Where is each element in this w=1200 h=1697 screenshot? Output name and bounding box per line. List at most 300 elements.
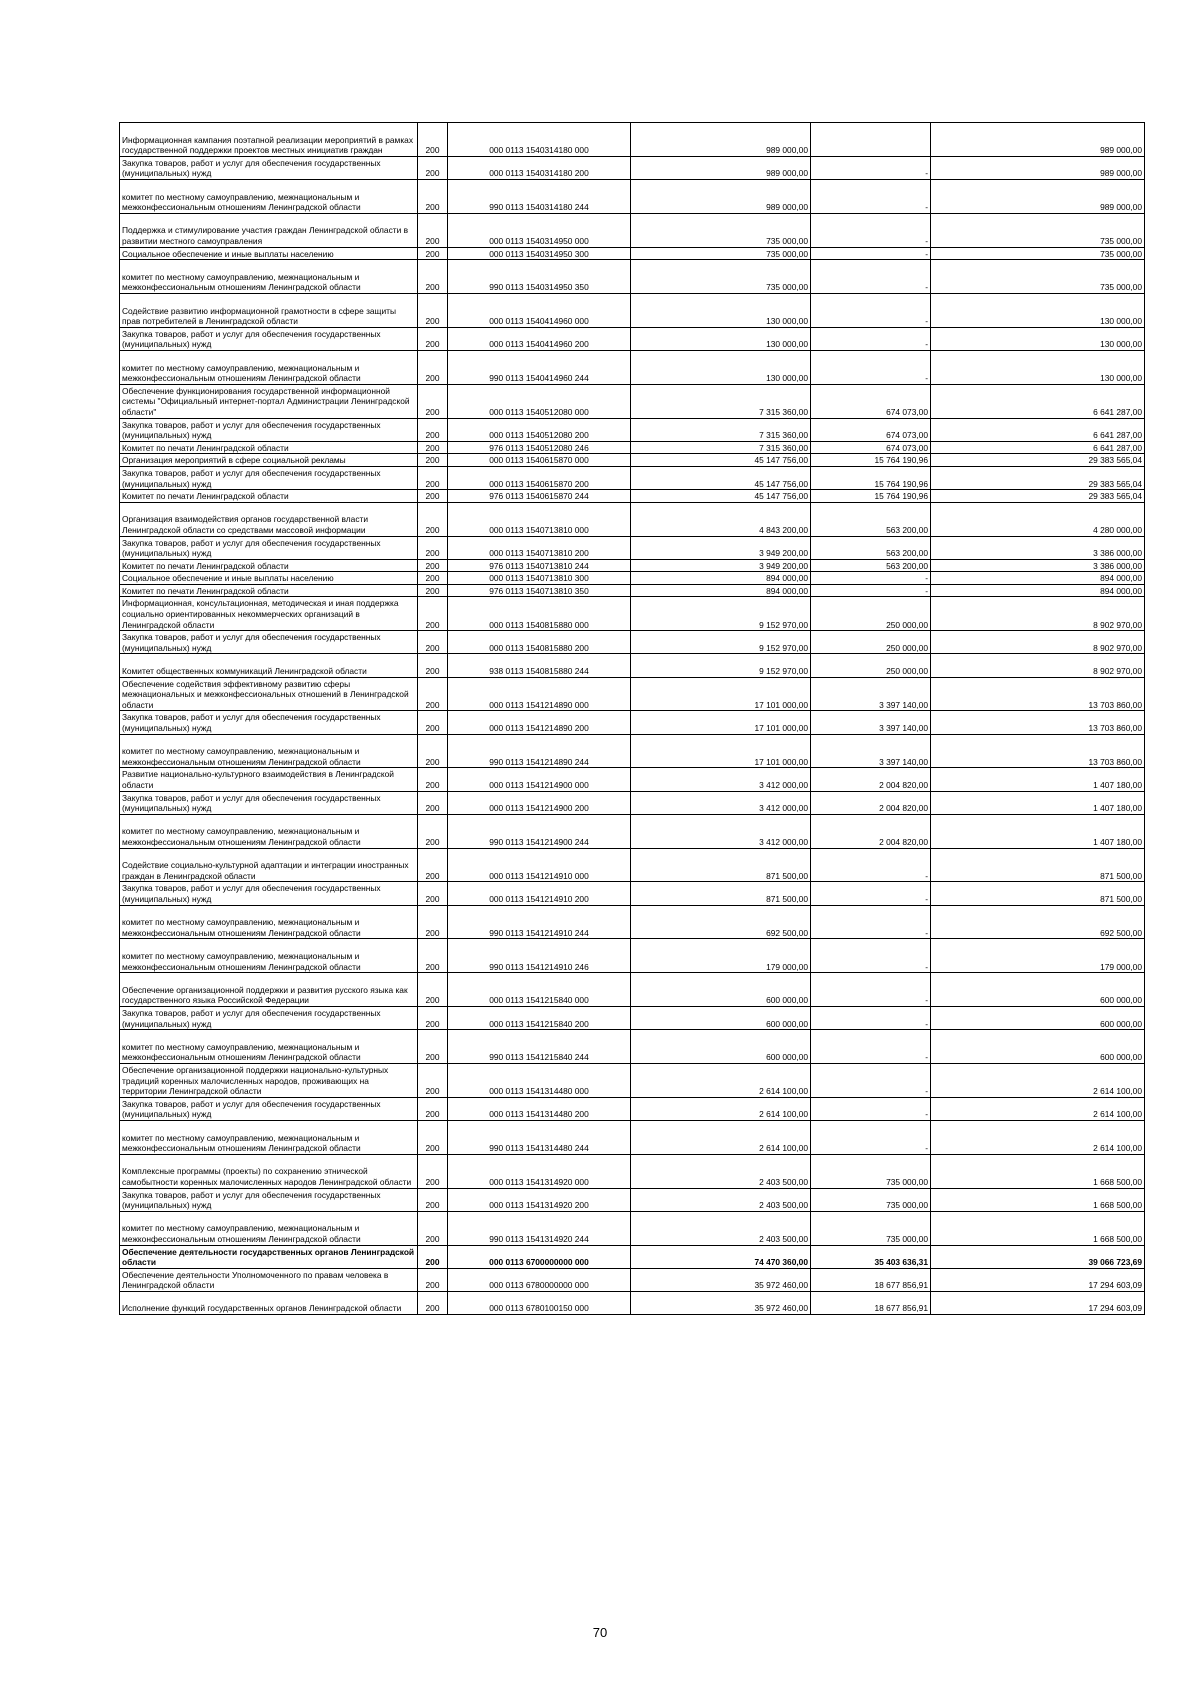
row-executed-amount: 735 000,00 <box>811 1154 931 1188</box>
table-row <box>120 179 1145 213</box>
row-approved-amount: 2 403 500,00 <box>631 1154 811 1188</box>
row-approved-amount: 894 000,00 <box>631 584 811 597</box>
row-approved-amount: 3 412 000,00 <box>631 814 811 848</box>
row-remaining-amount: 600 000,00 <box>931 1030 1145 1064</box>
row-approved-amount: 45 147 756,00 <box>631 466 811 489</box>
row-remaining-amount: 1 407 180,00 <box>931 791 1145 814</box>
row-executed-amount: - <box>811 1006 931 1029</box>
row-executed-amount: 3 397 140,00 <box>811 677 931 711</box>
row-status-cell: 200 <box>418 973 448 1007</box>
row-classification-code: 000 0113 1540314950 300 <box>448 247 631 260</box>
row-remaining-amount: 4 280 000,00 <box>931 502 1145 536</box>
table-body <box>120 123 1145 1315</box>
row-remaining-amount: 29 383 565,04 <box>931 466 1145 489</box>
row-remaining-amount: 1 407 180,00 <box>931 814 1145 848</box>
table-row <box>120 1268 1145 1291</box>
row-status-cell: 200 <box>418 490 448 503</box>
row-approved-amount: 7 315 360,00 <box>631 441 811 454</box>
row-name-cell: комитет по местному самоуправлению, межнациональным и межконфессиональным отношениям Ленинградской области <box>120 350 418 384</box>
row-name-cell: комитет по местному самоуправлению, межнациональным и межконфессиональным отношениям Ленинградской области <box>120 260 418 294</box>
row-name-cell: Исполнение функций государственных органов Ленинградской области <box>120 1291 418 1314</box>
budget-table-container <box>119 122 1144 1315</box>
table-row <box>120 327 1145 350</box>
row-classification-code: 000 0113 1540512080 000 <box>448 384 631 418</box>
row-classification-code: 000 0113 1541215840 200 <box>448 1006 631 1029</box>
row-classification-code: 000 0113 1540512080 200 <box>448 418 631 441</box>
row-approved-amount: 130 000,00 <box>631 327 811 350</box>
row-name-cell: Закупка товаров, работ и услуг для обеспечения государственных (муниципальных) нужд <box>120 327 418 350</box>
row-executed-amount: - <box>811 156 931 179</box>
row-approved-amount: 7 315 360,00 <box>631 418 811 441</box>
table-row <box>120 1006 1145 1029</box>
row-name-cell: Закупка товаров, работ и услуг для обеспечения государственных (муниципальных) нужд <box>120 791 418 814</box>
row-executed-amount: 18 677 856,91 <box>811 1268 931 1291</box>
row-status-cell: 200 <box>418 1291 448 1314</box>
table-row <box>120 384 1145 418</box>
row-status-cell: 200 <box>418 502 448 536</box>
table-row <box>120 418 1145 441</box>
row-classification-code: 000 0113 1540414960 000 <box>448 293 631 327</box>
row-name-cell: Содействие развитию информационной грамотности в сфере защиты прав потребителей в Ленинградской области <box>120 293 418 327</box>
row-remaining-amount: 1 668 500,00 <box>931 1154 1145 1188</box>
row-remaining-amount: 989 000,00 <box>931 179 1145 213</box>
row-classification-code: 000 0113 1540815880 200 <box>448 631 631 654</box>
table-row <box>120 848 1145 882</box>
table-row <box>120 260 1145 294</box>
row-remaining-amount: 871 500,00 <box>931 848 1145 882</box>
row-status-cell: 200 <box>418 768 448 791</box>
row-executed-amount: 250 000,00 <box>811 631 931 654</box>
row-name-cell: Социальное обеспечение и иные выплаты населению <box>120 572 418 585</box>
row-executed-amount: 563 200,00 <box>811 536 931 559</box>
row-name-cell: Комплексные программы (проекты) по сохранению этнической самобытности коренных малочисленных народов Ленинградской области <box>120 1154 418 1188</box>
row-approved-amount: 871 500,00 <box>631 848 811 882</box>
row-status-cell: 200 <box>418 327 448 350</box>
row-approved-amount: 130 000,00 <box>631 293 811 327</box>
row-remaining-amount: 871 500,00 <box>931 882 1145 905</box>
row-classification-code: 000 0113 1541214900 200 <box>448 791 631 814</box>
row-name-cell: Закупка товаров, работ и услуг для обеспечения государственных (муниципальных) нужд <box>120 1006 418 1029</box>
row-approved-amount: 17 101 000,00 <box>631 734 811 768</box>
row-status-cell: 200 <box>418 156 448 179</box>
table-row <box>120 213 1145 247</box>
row-executed-amount: - <box>811 213 931 247</box>
table-row <box>120 905 1145 939</box>
table-row <box>120 631 1145 654</box>
row-remaining-amount: 13 703 860,00 <box>931 711 1145 734</box>
row-executed-amount: - <box>811 327 931 350</box>
table-row <box>120 466 1145 489</box>
table-row <box>120 490 1145 503</box>
row-classification-code: 000 0113 1540414960 200 <box>448 327 631 350</box>
row-remaining-amount: 735 000,00 <box>931 213 1145 247</box>
row-approved-amount: 7 315 360,00 <box>631 384 811 418</box>
row-approved-amount: 894 000,00 <box>631 572 811 585</box>
row-approved-amount: 2 403 500,00 <box>631 1211 811 1245</box>
row-name-cell: комитет по местному самоуправлению, межнациональным и межконфессиональным отношениям Ленинградской области <box>120 179 418 213</box>
row-name-cell: комитет по местному самоуправлению, межнациональным и межконфессиональным отношениям Ленинградской области <box>120 939 418 973</box>
row-remaining-amount: 600 000,00 <box>931 973 1145 1007</box>
row-executed-amount: - <box>811 939 931 973</box>
row-classification-code: 000 0113 6780100150 000 <box>448 1291 631 1314</box>
row-remaining-amount: 2 614 100,00 <box>931 1063 1145 1097</box>
row-name-cell: Закупка товаров, работ и услуг для обеспечения государственных (муниципальных) нужд <box>120 466 418 489</box>
row-remaining-amount: 130 000,00 <box>931 293 1145 327</box>
table-row <box>120 293 1145 327</box>
row-status-cell: 200 <box>418 179 448 213</box>
row-classification-code: 976 0113 1540713810 244 <box>448 559 631 572</box>
row-status-cell: 200 <box>418 466 448 489</box>
row-name-cell: Комитет по печати Ленинградской области <box>120 490 418 503</box>
row-classification-code: 000 0113 1540713810 000 <box>448 502 631 536</box>
table-row <box>120 939 1145 973</box>
row-name-cell: Закупка товаров, работ и услуг для обеспечения государственных (муниципальных) нужд <box>120 156 418 179</box>
table-row <box>120 677 1145 711</box>
row-name-cell: Обеспечение содействия эффективному развитию сферы межнациональных и межконфессиональных отношений в Ленинградской области <box>120 677 418 711</box>
row-name-cell: Закупка товаров, работ и услуг для обеспечения государственных (муниципальных) нужд <box>120 882 418 905</box>
row-approved-amount: 2 403 500,00 <box>631 1188 811 1211</box>
row-executed-amount: 15 764 190,96 <box>811 490 931 503</box>
row-approved-amount: 2 614 100,00 <box>631 1063 811 1097</box>
row-approved-amount: 735 000,00 <box>631 213 811 247</box>
table-row <box>120 123 1145 157</box>
row-approved-amount: 35 972 460,00 <box>631 1291 811 1314</box>
row-approved-amount: 989 000,00 <box>631 156 811 179</box>
table-row <box>120 791 1145 814</box>
row-classification-code: 000 0113 1540713810 200 <box>448 536 631 559</box>
row-executed-amount: - <box>811 179 931 213</box>
row-approved-amount: 9 152 970,00 <box>631 631 811 654</box>
row-status-cell: 200 <box>418 418 448 441</box>
row-executed-amount: 735 000,00 <box>811 1211 931 1245</box>
row-classification-code: 000 0113 1540314950 000 <box>448 213 631 247</box>
table-row <box>120 536 1145 559</box>
row-remaining-amount: 3 386 000,00 <box>931 559 1145 572</box>
row-approved-amount: 17 101 000,00 <box>631 711 811 734</box>
row-name-cell: Информационная кампания поэтапной реализации мероприятий в рамках государственной поддержки проектов местных инициатив граждан <box>120 123 418 157</box>
row-classification-code: 990 0113 1540314180 244 <box>448 179 631 213</box>
table-row <box>120 584 1145 597</box>
row-name-cell: комитет по местному самоуправлению, межнациональным и межконфессиональным отношениям Ленинградской области <box>120 1120 418 1154</box>
table-row <box>120 559 1145 572</box>
row-approved-amount: 35 972 460,00 <box>631 1268 811 1291</box>
row-classification-code: 990 0113 1541215840 244 <box>448 1030 631 1064</box>
row-name-cell: комитет по местному самоуправлению, межнациональным и межконфессиональным отношениям Ленинградской области <box>120 734 418 768</box>
table-row <box>120 768 1145 791</box>
row-classification-code: 000 0113 1540615870 000 <box>448 454 631 467</box>
row-approved-amount: 3 412 000,00 <box>631 768 811 791</box>
row-remaining-amount: 13 703 860,00 <box>931 734 1145 768</box>
row-classification-code: 000 0113 1540815880 000 <box>448 597 631 631</box>
row-status-cell: 200 <box>418 711 448 734</box>
row-approved-amount: 9 152 970,00 <box>631 654 811 677</box>
row-executed-amount: - <box>811 1030 931 1064</box>
row-status-cell: 200 <box>418 213 448 247</box>
row-name-cell: Закупка товаров, работ и услуг для обеспечения государственных (муниципальных) нужд <box>120 631 418 654</box>
row-remaining-amount: 29 383 565,04 <box>931 490 1145 503</box>
table-row <box>120 1211 1145 1245</box>
budget-execution-table <box>119 122 1145 1315</box>
row-status-cell: 200 <box>418 293 448 327</box>
row-name-cell: Социальное обеспечение и иные выплаты населению <box>120 247 418 260</box>
page-number: 70 <box>592 1625 608 1640</box>
row-classification-code: 990 0113 1541214910 244 <box>448 905 631 939</box>
row-remaining-amount: 29 383 565,04 <box>931 454 1145 467</box>
row-status-cell: 200 <box>418 631 448 654</box>
row-remaining-amount: 130 000,00 <box>931 327 1145 350</box>
row-executed-amount <box>811 123 931 157</box>
row-executed-amount: - <box>811 293 931 327</box>
row-executed-amount: - <box>811 260 931 294</box>
row-name-cell: Обеспечение организационной поддержки и развития русского языка как государственного языка Российской Федерации <box>120 973 418 1007</box>
row-executed-amount: - <box>811 905 931 939</box>
row-name-cell: Комитет по печати Ленинградской области <box>120 441 418 454</box>
table-row <box>120 973 1145 1007</box>
row-status-cell: 200 <box>418 384 448 418</box>
row-name-cell: комитет по местному самоуправлению, межнациональным и межконфессиональным отношениям Ленинградской области <box>120 1030 418 1064</box>
row-remaining-amount: 6 641 287,00 <box>931 441 1145 454</box>
row-approved-amount: 45 147 756,00 <box>631 454 811 467</box>
row-status-cell: 200 <box>418 1063 448 1097</box>
row-status-cell: 200 <box>418 882 448 905</box>
row-status-cell: 200 <box>418 350 448 384</box>
row-classification-code: 976 0113 1540615870 244 <box>448 490 631 503</box>
table-row <box>120 156 1145 179</box>
row-classification-code: 990 0113 1541314480 244 <box>448 1120 631 1154</box>
row-remaining-amount: 179 000,00 <box>931 939 1145 973</box>
row-remaining-amount: 130 000,00 <box>931 350 1145 384</box>
row-remaining-amount: 39 066 723,69 <box>931 1245 1145 1268</box>
row-classification-code: 000 0113 1541215840 000 <box>448 973 631 1007</box>
row-executed-amount: 735 000,00 <box>811 1188 931 1211</box>
row-name-cell: Закупка товаров, работ и услуг для обеспечения государственных (муниципальных) нужд <box>120 711 418 734</box>
row-classification-code: 990 0113 1541314920 244 <box>448 1211 631 1245</box>
row-approved-amount: 3 412 000,00 <box>631 791 811 814</box>
row-remaining-amount: 1 668 500,00 <box>931 1188 1145 1211</box>
row-executed-amount: 2 004 820,00 <box>811 814 931 848</box>
row-executed-amount: 563 200,00 <box>811 502 931 536</box>
row-classification-code: 990 0113 1541214900 244 <box>448 814 631 848</box>
row-remaining-amount: 692 500,00 <box>931 905 1145 939</box>
row-status-cell: 200 <box>418 1154 448 1188</box>
row-name-cell: Организация мероприятий в сфере социальной рекламы <box>120 454 418 467</box>
row-remaining-amount: 735 000,00 <box>931 260 1145 294</box>
row-remaining-amount: 894 000,00 <box>931 572 1145 585</box>
row-classification-code: 976 0113 1540512080 246 <box>448 441 631 454</box>
row-approved-amount: 735 000,00 <box>631 260 811 294</box>
table-row <box>120 1188 1145 1211</box>
row-classification-code: 000 0113 1541214900 000 <box>448 768 631 791</box>
row-classification-code: 000 0113 1540615870 200 <box>448 466 631 489</box>
row-status-cell: 200 <box>418 597 448 631</box>
row-remaining-amount: 600 000,00 <box>931 1006 1145 1029</box>
table-row <box>120 1030 1145 1064</box>
row-status-cell: 200 <box>418 584 448 597</box>
row-executed-amount: 2 004 820,00 <box>811 768 931 791</box>
table-row <box>120 502 1145 536</box>
row-executed-amount: 674 073,00 <box>811 441 931 454</box>
row-status-cell: 200 <box>418 791 448 814</box>
row-status-cell: 200 <box>418 441 448 454</box>
row-classification-code: 000 0113 1540314180 000 <box>448 123 631 157</box>
row-remaining-amount: 13 703 860,00 <box>931 677 1145 711</box>
row-status-cell: 200 <box>418 1268 448 1291</box>
row-status-cell: 200 <box>418 1211 448 1245</box>
table-row <box>120 1245 1145 1268</box>
row-executed-amount: 3 397 140,00 <box>811 711 931 734</box>
row-executed-amount: - <box>811 1097 931 1120</box>
row-status-cell: 200 <box>418 1030 448 1064</box>
row-status-cell: 200 <box>418 1097 448 1120</box>
row-approved-amount: 989 000,00 <box>631 123 811 157</box>
row-name-cell: Развитие национально-культурного взаимодействия в Ленинградской области <box>120 768 418 791</box>
row-name-cell: Организация взаимодействия органов государственной власти Ленинградской области со средствами массовой информации <box>120 502 418 536</box>
row-approved-amount: 600 000,00 <box>631 1030 811 1064</box>
row-status-cell: 200 <box>418 734 448 768</box>
row-classification-code: 000 0113 1541214890 200 <box>448 711 631 734</box>
row-executed-amount: 250 000,00 <box>811 597 931 631</box>
row-classification-code: 000 0113 1541214890 000 <box>448 677 631 711</box>
table-row <box>120 247 1145 260</box>
row-classification-code: 990 0113 1541214910 246 <box>448 939 631 973</box>
row-approved-amount: 600 000,00 <box>631 1006 811 1029</box>
table-row <box>120 1063 1145 1097</box>
row-approved-amount: 130 000,00 <box>631 350 811 384</box>
row-approved-amount: 4 843 200,00 <box>631 502 811 536</box>
row-approved-amount: 74 470 360,00 <box>631 1245 811 1268</box>
row-approved-amount: 2 614 100,00 <box>631 1097 811 1120</box>
row-executed-amount: - <box>811 247 931 260</box>
row-approved-amount: 3 949 200,00 <box>631 559 811 572</box>
row-executed-amount: 563 200,00 <box>811 559 931 572</box>
table-row <box>120 454 1145 467</box>
row-classification-code: 000 0113 1541314480 000 <box>448 1063 631 1097</box>
row-classification-code: 000 0113 1541314480 200 <box>448 1097 631 1120</box>
row-remaining-amount: 8 902 970,00 <box>931 631 1145 654</box>
row-status-cell: 200 <box>418 247 448 260</box>
row-executed-amount: - <box>811 584 931 597</box>
row-remaining-amount: 3 386 000,00 <box>931 536 1145 559</box>
table-row <box>120 711 1145 734</box>
row-status-cell: 200 <box>418 559 448 572</box>
row-name-cell: Комитет по печати Ленинградской области <box>120 559 418 572</box>
row-executed-amount: - <box>811 1120 931 1154</box>
table-row <box>120 654 1145 677</box>
row-executed-amount: - <box>811 350 931 384</box>
row-status-cell: 200 <box>418 1120 448 1154</box>
row-name-cell: Информационная, консультационная, методическая и иная поддержка социально ориентированных некоммерческих организаций в Ленинградской области <box>120 597 418 631</box>
row-name-cell: Содействие социально-культурной адаптации и интеграции иностранных граждан в Ленинградской области <box>120 848 418 882</box>
row-approved-amount: 600 000,00 <box>631 973 811 1007</box>
row-name-cell: комитет по местному самоуправлению, межнациональным и межконфессиональным отношениям Ленинградской области <box>120 905 418 939</box>
row-name-cell: Комитет общественных коммуникаций Ленинградской области <box>120 654 418 677</box>
row-name-cell: Поддержка и стимулирование участия граждан Ленинградской области в развитии местного самоуправления <box>120 213 418 247</box>
row-remaining-amount: 17 294 603,09 <box>931 1291 1145 1314</box>
row-name-cell: Обеспечение функционирования государственной информационной системы "Официальный интернет-портал Администрации Ленинградской области" <box>120 384 418 418</box>
row-approved-amount: 17 101 000,00 <box>631 677 811 711</box>
row-executed-amount: - <box>811 848 931 882</box>
row-status-cell: 200 <box>418 848 448 882</box>
row-executed-amount: 18 677 856,91 <box>811 1291 931 1314</box>
row-classification-code: 976 0113 1540713810 350 <box>448 584 631 597</box>
row-executed-amount: - <box>811 1063 931 1097</box>
row-classification-code: 000 0113 6780000000 000 <box>448 1268 631 1291</box>
row-name-cell: Обеспечение организационной поддержки национально-культурных традиций коренных малочисленных народов, проживающих на территории Ленинградской области <box>120 1063 418 1097</box>
row-status-cell: 200 <box>418 260 448 294</box>
row-approved-amount: 3 949 200,00 <box>631 536 811 559</box>
row-executed-amount: - <box>811 882 931 905</box>
table-row <box>120 1097 1145 1120</box>
row-remaining-amount: 8 902 970,00 <box>931 654 1145 677</box>
row-executed-amount: 3 397 140,00 <box>811 734 931 768</box>
row-executed-amount: 15 764 190,96 <box>811 466 931 489</box>
row-classification-code: 000 0113 1541214910 200 <box>448 882 631 905</box>
row-name-cell: Закупка товаров, работ и услуг для обеспечения государственных (муниципальных) нужд <box>120 1097 418 1120</box>
row-approved-amount: 45 147 756,00 <box>631 490 811 503</box>
row-status-cell: 200 <box>418 1245 448 1268</box>
row-name-cell: комитет по местному самоуправлению, межнациональным и межконфессиональным отношениям Ленинградской области <box>120 814 418 848</box>
row-status-cell: 200 <box>418 572 448 585</box>
row-classification-code: 990 0113 1540314950 350 <box>448 260 631 294</box>
row-remaining-amount: 17 294 603,09 <box>931 1268 1145 1291</box>
row-classification-code: 000 0113 1540713810 300 <box>448 572 631 585</box>
row-name-cell: Закупка товаров, работ и услуг для обеспечения государственных (муниципальных) нужд <box>120 1188 418 1211</box>
row-remaining-amount: 1 407 180,00 <box>931 768 1145 791</box>
table-row <box>120 441 1145 454</box>
row-remaining-amount: 989 000,00 <box>931 156 1145 179</box>
table-row <box>120 734 1145 768</box>
row-classification-code: 000 0113 1541314920 200 <box>448 1188 631 1211</box>
row-status-cell: 200 <box>418 1188 448 1211</box>
table-row <box>120 814 1145 848</box>
row-executed-amount: 35 403 636,31 <box>811 1245 931 1268</box>
row-name-cell: Обеспечение деятельности государственных органов Ленинградской области <box>120 1245 418 1268</box>
row-remaining-amount: 735 000,00 <box>931 247 1145 260</box>
row-remaining-amount: 894 000,00 <box>931 584 1145 597</box>
row-approved-amount: 871 500,00 <box>631 882 811 905</box>
row-approved-amount: 179 000,00 <box>631 939 811 973</box>
row-remaining-amount: 6 641 287,00 <box>931 384 1145 418</box>
table-row <box>120 1120 1145 1154</box>
row-approved-amount: 2 614 100,00 <box>631 1120 811 1154</box>
row-classification-code: 000 0113 1541314920 000 <box>448 1154 631 1188</box>
row-status-cell: 200 <box>418 536 448 559</box>
row-name-cell: Закупка товаров, работ и услуг для обеспечения государственных (муниципальных) нужд <box>120 418 418 441</box>
row-status-cell: 200 <box>418 1006 448 1029</box>
row-name-cell: Закупка товаров, работ и услуг для обеспечения государственных (муниципальных) нужд <box>120 536 418 559</box>
row-approved-amount: 692 500,00 <box>631 905 811 939</box>
row-approved-amount: 735 000,00 <box>631 247 811 260</box>
table-row <box>120 350 1145 384</box>
row-classification-code: 938 0113 1540815880 244 <box>448 654 631 677</box>
row-executed-amount: - <box>811 572 931 585</box>
row-name-cell: Комитет по печати Ленинградской области <box>120 584 418 597</box>
row-classification-code: 000 0113 1541214910 000 <box>448 848 631 882</box>
row-approved-amount: 9 152 970,00 <box>631 597 811 631</box>
row-executed-amount: 15 764 190,96 <box>811 454 931 467</box>
row-status-cell: 200 <box>418 939 448 973</box>
table-row <box>120 1291 1145 1314</box>
row-classification-code: 000 0113 1540314180 200 <box>448 156 631 179</box>
row-classification-code: 000 0113 6700000000 000 <box>448 1245 631 1268</box>
table-row <box>120 882 1145 905</box>
row-classification-code: 990 0113 1540414960 244 <box>448 350 631 384</box>
row-executed-amount: 674 073,00 <box>811 384 931 418</box>
row-remaining-amount: 6 641 287,00 <box>931 418 1145 441</box>
row-name-cell: Обеспечение деятельности Уполномоченного по правам человека в Ленинградской области <box>120 1268 418 1291</box>
row-status-cell: 200 <box>418 905 448 939</box>
row-remaining-amount: 2 614 100,00 <box>931 1097 1145 1120</box>
